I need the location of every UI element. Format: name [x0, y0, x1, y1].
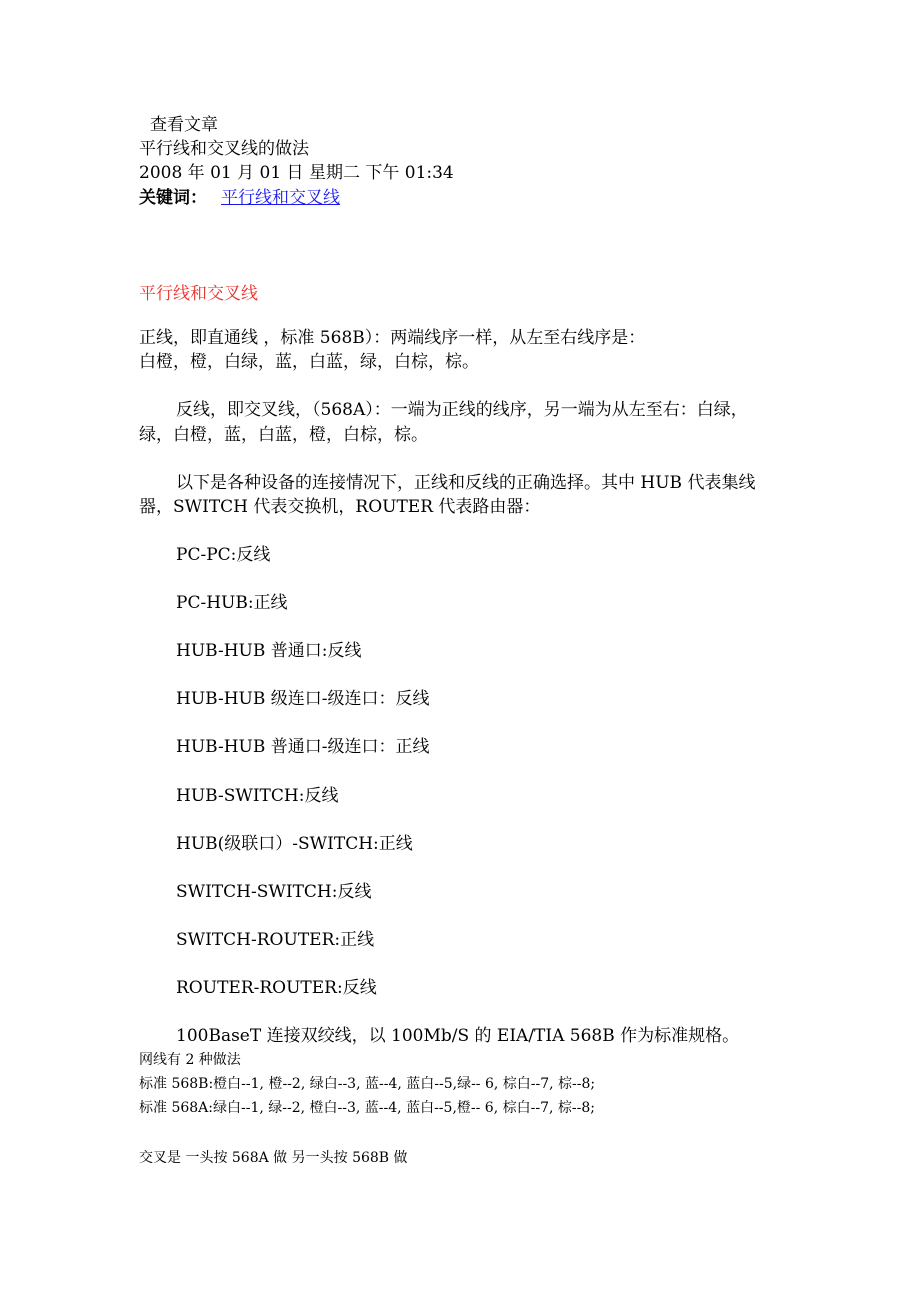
methods-intro: 网线有 2 种做法	[139, 1052, 241, 1068]
keyword-link[interactable]: 平行线和交叉线	[221, 188, 340, 208]
paragraph-straight-line-2: 白橙，橙，白绿，蓝，白蓝，绿，白棕，棕。	[139, 352, 479, 372]
keywords-row	[139, 186, 340, 210]
paragraph-crossover-line-1: 反线，即交叉线，（568A）：一端为正线的线序，另一端为从左至右：白绿，	[176, 400, 748, 420]
section-heading: 平行线和交叉线	[139, 284, 258, 304]
paragraph-devices-line-2: 器，SWITCH 代表交换机，ROUTER 代表路由器：	[139, 497, 541, 517]
connection-item: HUB-HUB 普通口:反线	[176, 641, 362, 661]
view-article-label: 查看文章	[150, 115, 218, 135]
paragraph-100baset: 100BaseT 连接双绞线，以 100Mb/S 的 EIA/TIA 568B 作为标准规格。	[176, 1026, 740, 1046]
connection-item: PC-PC:反线	[176, 545, 271, 565]
keywords-label: 关键词：	[139, 188, 207, 208]
article-title: 平行线和交叉线的做法	[139, 139, 309, 159]
standard-568a: 标准 568A:绿白--1, 绿--2, 橙白--3, 蓝--4, 蓝白--5,橙-- 6, 棕白--7, 棕--8;	[139, 1100, 595, 1116]
paragraph-crossover-line-2: 绿，白橙，蓝，白蓝，橙，白棕，棕。	[139, 425, 428, 445]
standard-568b: 标准 568B:橙白--1, 橙--2, 绿白--3, 蓝--4, 蓝白--5,绿-- 6, 棕白--7, 棕--8;	[139, 1076, 596, 1092]
connection-item: HUB-SWITCH:反线	[176, 786, 339, 806]
paragraph-straight-line-1: 正线，即直通线 ，标准 568B）：两端线序一样，从左至右线序是：	[139, 328, 646, 348]
connection-item: SWITCH-ROUTER:正线	[176, 930, 375, 950]
connection-item: ROUTER-ROUTER:反线	[176, 978, 377, 998]
article-date: 2008 年 01 月 01 日 星期二 下午 01:34	[139, 163, 454, 183]
connection-item: HUB(级联口）-SWITCH:正线	[176, 834, 413, 854]
connection-item: HUB-HUB 普通口-级连口：正线	[176, 737, 430, 757]
paragraph-devices-line-1: 以下是各种设备的连接情况下，正线和反线的正确选择。其中 HUB 代表集线	[176, 473, 756, 493]
connection-item: HUB-HUB 级连口-级连口：反线	[176, 689, 430, 709]
connection-item: SWITCH-SWITCH:反线	[176, 882, 372, 902]
crossover-note: 交叉是 一头按 568A 做 另一头按 568B 做	[139, 1150, 408, 1166]
connection-item: PC-HUB:正线	[176, 593, 288, 613]
